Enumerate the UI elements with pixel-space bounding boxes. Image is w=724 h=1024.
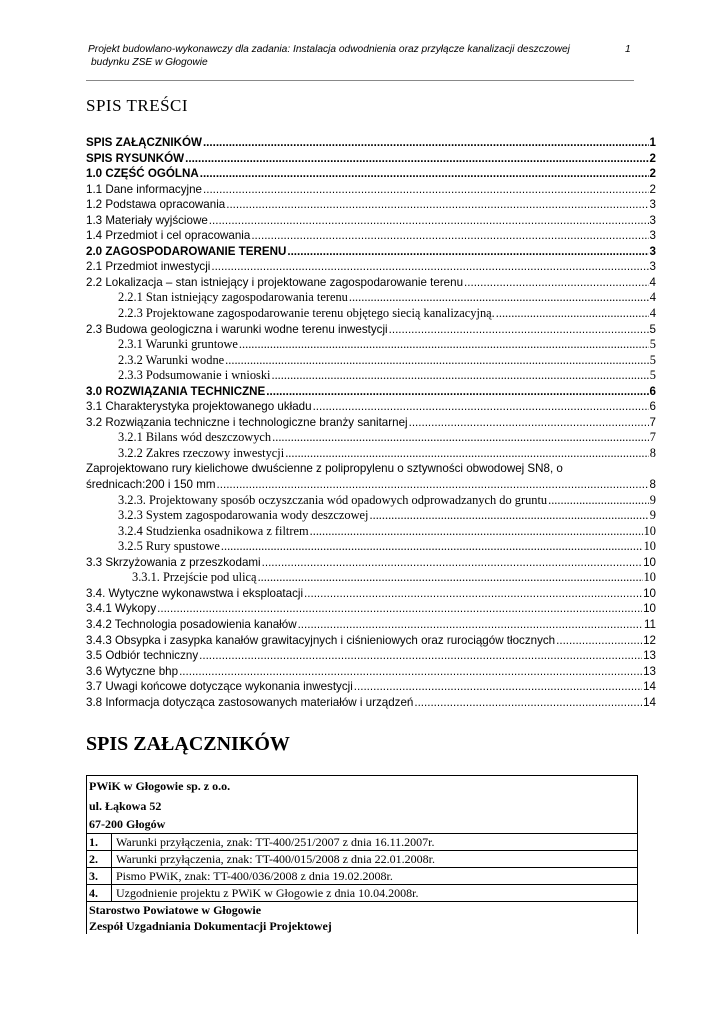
toc-entry-title: 1.0 CZĘŚĆ OGÓLNA [86,167,199,181]
toc-page-number: 12 [643,633,656,647]
toc-dot-leader [414,695,642,711]
toc-entry-title: 3.5 Odbiór techniczny [86,649,199,663]
attachment-row [87,884,637,901]
toc-entry-title: 3.2 Rozwiązania techniczne i technologiczne branży sanitarnej [86,415,408,429]
attachment-text: Warunki przyłączenia, znak: TT-400/251/2007 z dnia 16.11.2007r. [116,835,435,849]
toc-entry-title: 3.2.2 Zakres rzeczowy inwestycji [118,445,285,460]
toc-entry-title: 3.3 Skrzyżowania z przeszkodami [86,555,261,569]
toc-entry-title: 2.2.1 Stan istniejący zagospodarowania terenu [118,290,348,305]
toc-entry-title: 1.4 Przedmiot i cel opracowania [86,229,251,243]
toc-entry[interactable] [86,275,656,291]
toc-dot-leader [304,586,642,602]
toc-entry-title: 3.1 Charakterystyka projektowanego układu [86,400,312,414]
toc-page-number: 10 [643,523,656,538]
toc-page-number: 10 [643,555,656,569]
toc-dot-leader [262,555,642,571]
toc-dot-leader [266,384,648,400]
toc-entry-title: 2.2 Lokalizacja – stan istniejący i projektowane zagospodarowanie terenu [86,275,464,289]
toc-entry-title: 3.4. Wytyczne wykonawstwa i eksploatacji [86,586,304,600]
toc-page-number: 3 [649,213,656,227]
toc-entry[interactable] [86,135,656,151]
toc-text-line: Zaprojektowano rury kielichowe dwuścienne z polipropylenu o sztywności obwodowej SN8, o [86,462,563,476]
toc-page-number: 5 [649,352,656,367]
attachment-text: Warunki przyłączenia, znak: TT-400/015/2008 z dnia 22.01.2008r. [116,852,435,866]
toc-entry[interactable] [86,570,656,586]
toc-entry[interactable] [86,617,656,633]
toc-entry-title: 3.7 Uwagi końcowe dotyczące wykonania inwestycji [86,680,353,694]
attachment-row [87,867,637,884]
toc-page-number: 3 [649,198,656,212]
toc-entry[interactable] [86,306,656,322]
toc-entry-title: 2.2.3 Projektowane zagospodarowanie terenu objętego siecią kanalizacyjną. [118,306,495,321]
attachment-row [87,833,637,850]
header-title-line1: Projekt budowlano-wykonawczy dla zadania: Instalacja odwodnienia oraz przyłącze kanalizacji deszczowej [88,44,570,55]
toc-dot-leader [496,306,649,322]
toc-dot-leader [298,617,643,633]
toc-entry[interactable] [86,290,656,306]
toc-dot-leader [389,322,649,338]
org-name: PWiK w Głogowie sp. z o.o. [89,779,231,793]
attachment-number: 3. [87,868,112,884]
toc-entry-title: SPIS ZAŁĄCZNIKÓW [86,136,202,149]
org2-name: Starostwo Powiatowe w Głogowie [89,903,262,917]
toc-dot-leader [370,508,649,524]
toc-page-number: 3 [649,260,656,274]
toc-dot-leader [217,477,649,493]
toc-dot-leader [258,570,643,586]
toc-entry-title: 1.2 Podstawa opracowania [86,198,226,212]
toc-dot-leader [185,151,648,167]
toc-page-number: 13 [643,664,656,678]
toc-dot-leader [409,415,649,431]
toc-dot-leader [556,633,642,649]
toc-entry[interactable] [86,182,656,198]
toc-entry-title: 2.3 Budowa geologiczna i warunki wodne terenu inwestycji [86,322,388,336]
toc-entry-title: 1.1 Dane informacyjne [86,182,202,196]
toc-entry-title: 3.2.4 Studzienka osadnikowa z filtrem [118,523,309,538]
toc-entry[interactable] [86,524,656,540]
toc-dot-leader [349,290,649,306]
toc-dot-leader [271,368,648,384]
attachment-text: Uzgodnienie projektu z PWiK w Głogowie z dnia 10.04.2008r. [116,886,419,900]
toc-entry[interactable] [86,633,656,649]
toc-entry[interactable] [86,322,656,338]
toc-entry[interactable] [86,151,656,167]
toc-entry[interactable] [86,430,656,446]
toc-entry[interactable] [86,399,656,415]
toc-entry[interactable] [86,446,656,462]
toc-entry-title: 3.4.1 Wykopy [86,602,157,616]
toc-page-number: 4 [649,290,656,305]
toc-page-number: 8 [649,445,656,460]
toc-dot-leader [313,399,649,415]
toc-entry[interactable] [86,353,656,369]
toc-dot-leader [203,135,649,151]
toc-page-number: 13 [643,649,656,663]
toc-entry[interactable] [86,228,656,244]
toc-page-number: 10 [643,539,656,554]
toc-page-number: 2 [649,182,656,196]
attachments-title: SPIS ZAŁĄCZNIKÓW [86,733,290,755]
toc-entry-title: średnicach:200 i 150 mm [86,478,216,492]
header-page-number: 1 [625,44,631,55]
toc-entry[interactable] [86,197,656,213]
toc-entry-title: 3.8 Informacja dotycząca zastosowanych materiałów i urządzeń [86,695,414,709]
toc-dot-leader [285,446,649,462]
toc-dot-leader [354,679,642,695]
toc-entry[interactable] [86,586,656,602]
attachment-text: Pismo PWiK, znak: TT-400/036/2008 z dnia 19.02.2008r. [116,869,393,883]
toc-page-number: 2 [649,151,656,165]
toc-page-number: 8 [649,478,656,492]
toc-entry[interactable] [86,166,656,182]
toc-entry[interactable] [86,508,656,524]
toc-dot-leader [251,228,648,244]
toc-entry[interactable] [86,337,656,353]
toc-page-number: 10 [643,570,656,585]
toc-page-number: 3 [649,244,656,258]
toc-entry-title: 3.2.3. Projektowany sposób oczyszczania wód opadowych odprowadzanych do gruntu [118,492,548,507]
attachment-row [87,850,637,867]
toc-dot-leader [203,182,649,198]
toc-page-number: 5 [649,337,656,352]
toc-entry-title: 3.2.3 System zagospodarowania wody deszczowej [118,508,369,523]
toc-dot-leader [199,648,642,664]
org-street: ul. Łąkowa 52 [89,799,162,813]
org2-department: Zespół Uzgadniania Dokumentacji Projektowej [89,919,332,933]
toc-entry[interactable] [86,555,656,571]
toc-page-number: 5 [649,368,656,383]
toc-dot-leader [200,166,649,182]
toc-entry-title: 2.0 ZAGOSPODAROWANIE TERENU [86,244,287,258]
toc-page-number: 14 [643,680,656,694]
toc-entry[interactable] [86,493,656,509]
toc-entry-title: 3.3.1. Przejście pod ulicą [132,570,257,585]
toc-entry-title: 1.3 Materiały wyjściowe [86,213,208,227]
toc-entry-title: SPIS RYSUNKÓW [86,151,185,165]
toc-dot-leader [157,601,642,617]
toc-page-number: 2 [649,167,656,181]
toc-entry[interactable] [86,695,656,711]
toc-entry-title: 2.1 Przedmiot inwestycji [86,260,211,274]
toc-page-number: 4 [649,275,656,289]
toc-entry[interactable] [86,539,656,555]
toc-entry[interactable] [86,259,656,275]
toc-page-number: 10 [643,586,656,600]
toc-page-number: 1 [649,136,656,149]
toc-dot-leader [287,244,648,260]
toc-page-number: 3 [649,229,656,243]
org2-section [87,901,637,934]
toc-entry-title: 2.3.1 Warunki gruntowe [118,337,238,352]
toc-page-number: 11 [643,617,656,631]
toc-entry[interactable] [86,244,656,260]
toc-entry-title: 3.4.3 Obsypka i zasypka kanałów grawitacyjnych i ciśnieniowych oraz rurociągów tłocznych [86,633,556,647]
toc-dot-leader [211,259,648,275]
toc-page-number: 5 [649,322,656,336]
org-city: 67-200 Głogów [89,817,166,831]
toc-dot-leader [209,213,649,229]
toc-dot-leader [548,493,649,509]
toc-entry[interactable] [86,384,656,400]
toc-page-number: 6 [649,384,656,398]
toc-entry-title: 2.3.2 Warunki wodne [118,352,225,367]
header-rule [86,80,634,81]
toc-entry[interactable] [86,679,656,695]
toc-entry[interactable] [86,664,656,680]
toc-dot-leader [179,664,642,680]
toc-page-number: 7 [649,430,656,445]
toc-dot-leader [464,275,649,291]
toc-page-number: 7 [649,415,656,429]
toc-page-number: 6 [649,400,656,414]
toc-dot-leader [221,539,643,555]
toc-dot-leader [239,337,649,353]
toc-entry-title: 3.6 Wytyczne bhp [86,664,179,678]
toc-entry-title: 3.2.5 Rury spustowe [118,539,220,554]
toc-title: SPIS TREŚCI [86,96,189,115]
toc-page-number: 14 [643,695,656,709]
toc-page-number: 10 [643,602,656,616]
toc-entry[interactable] [86,415,656,431]
toc-entry-title: 2.3.3 Podsumowanie i wnioski [118,368,271,383]
attachments-table [86,775,638,934]
toc-entry-title: 3.2.1 Bilans wód deszczowych [118,430,272,445]
toc-entry[interactable] [86,368,656,384]
toc-page-number: 9 [649,492,656,507]
toc-dot-leader [310,524,643,540]
toc-dot-leader [226,197,648,213]
attachment-number: 1. [87,834,112,850]
toc-entry[interactable] [86,213,656,229]
header-title-line2: budynku ZSE w Głogowie [91,57,208,68]
attachment-number: 2. [87,851,112,867]
toc-entry-title: 3.0 ROZWIĄZANIA TECHNICZNE [86,384,266,398]
attachment-number: 4. [87,885,112,901]
toc-entry-title: 3.4.2 Technologia posadowienia kanałów [86,617,297,631]
toc-page-number: 9 [649,508,656,523]
toc-entry[interactable] [86,601,656,617]
table-of-contents [86,135,656,710]
toc-entry[interactable] [86,648,656,664]
toc-entry[interactable] [86,477,656,493]
toc-page-number: 4 [649,306,656,321]
toc-dot-leader [225,353,649,369]
toc-dot-leader [272,430,649,446]
